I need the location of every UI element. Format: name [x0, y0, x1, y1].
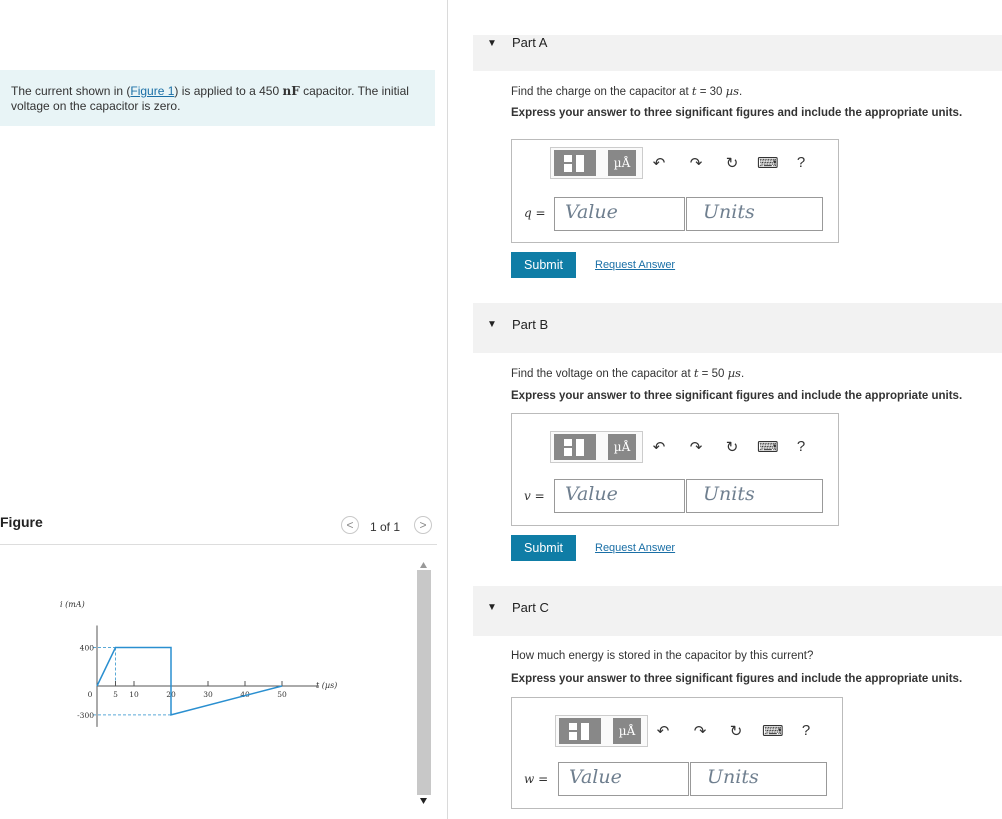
help-icon[interactable]: ? — [796, 154, 806, 171]
part-b-title: Part B — [512, 317, 549, 332]
reset-icon[interactable]: ↻ — [729, 723, 743, 740]
part-a-value-placeholder: Value — [565, 201, 618, 223]
keyboard-icon[interactable]: ⌨ — [757, 155, 779, 172]
part-c-variable-label: w = — [524, 772, 549, 786]
figure-pager: 1 of 1 — [370, 520, 401, 534]
part-b-question-text: Find the voltage on the capacitor at — [511, 368, 694, 380]
part-b-header[interactable] — [473, 303, 1002, 353]
scroll-down-icon — [420, 798, 427, 804]
part-a-answer-box — [511, 139, 839, 243]
part-a-instruction: Express your answer to three significant figures and include the appropriate units. — [511, 107, 963, 119]
caret-down-icon: ▼ — [487, 319, 497, 330]
scroll-up-icon — [420, 562, 427, 568]
x-tick-label: 20 — [166, 690, 176, 699]
part-b-question-end: . — [740, 368, 745, 380]
redo-icon[interactable]: ↷ — [693, 723, 707, 740]
problem-text-line2: voltage on the capacitor is zero. — [11, 98, 181, 113]
x-tick-label: 40 — [240, 690, 250, 699]
problem-text-middle: ) is applied to a 450 — [174, 84, 283, 98]
scroll-thumb — [417, 570, 431, 795]
part-a-question-text: Find the charge on the capacitor at — [511, 86, 692, 98]
fraction-template-button[interactable] — [559, 718, 601, 744]
part-b-question-value: = 50 — [698, 368, 728, 380]
part-b-instruction: Express your answer to three significant figures and include the appropriate units. — [511, 390, 963, 402]
part-b-answer-box — [511, 413, 839, 526]
part-a-units-placeholder: Units — [703, 201, 755, 223]
figure-divider — [0, 544, 437, 545]
x-tick-label: 5 — [113, 690, 118, 699]
part-a-template-toolbar — [550, 147, 643, 179]
fraction-template-button[interactable] — [554, 150, 596, 176]
part-c-template-toolbar — [555, 715, 648, 747]
x-tick-label: 0 — [87, 690, 93, 699]
part-c-units-placeholder: Units — [707, 766, 759, 788]
undo-icon[interactable]: ↶ — [656, 723, 670, 740]
y-tick-label: 400 — [79, 643, 94, 653]
part-a-submit-button[interactable]: Submit — [511, 252, 576, 278]
part-b-question — [511, 366, 744, 380]
part-a-question — [511, 84, 742, 98]
figure-scrollbar[interactable] — [416, 560, 431, 805]
part-a-title: Part A — [512, 35, 548, 50]
help-icon[interactable]: ? — [796, 438, 806, 455]
part-c-units-input[interactable] — [690, 762, 827, 796]
units-template-button[interactable]: µÅ — [613, 718, 641, 744]
part-b-template-toolbar — [550, 431, 643, 463]
part-b-request-answer-link[interactable]: Request Answer — [595, 542, 676, 554]
part-b-variable-label: v = — [524, 489, 545, 503]
undo-icon[interactable]: ↶ — [652, 439, 666, 456]
part-c-question: How much energy is stored in the capacitor by this current? — [511, 650, 814, 662]
part-a-header[interactable] — [473, 35, 1002, 71]
part-a-value-input[interactable] — [554, 197, 685, 231]
column-divider — [447, 0, 448, 819]
part-b-units-input[interactable] — [686, 479, 823, 513]
caret-down-icon: ▼ — [487, 602, 497, 613]
part-a-variable-label: q = — [524, 206, 546, 220]
part-a-question-var: t — [691, 84, 697, 98]
part-c-value-input[interactable] — [558, 762, 689, 796]
part-b-value-placeholder: Value — [565, 483, 618, 505]
part-b-value-input[interactable] — [554, 479, 685, 513]
reset-icon[interactable]: ↻ — [725, 439, 739, 456]
y-axis-label: i (mA) — [60, 600, 85, 609]
units-template-button[interactable]: µÅ — [608, 434, 636, 460]
x-tick-label: 30 — [203, 690, 213, 699]
problem-statement — [11, 84, 431, 113]
part-a-request-answer-link[interactable]: Request Answer — [595, 259, 676, 271]
part-c-value-placeholder: Value — [569, 766, 622, 788]
part-b-question-var: t — [693, 366, 699, 380]
part-a-question-end: . — [739, 86, 743, 98]
part-c-title: Part C — [512, 600, 549, 615]
next-figure-button[interactable]: > — [414, 516, 432, 534]
units-template-button[interactable]: µÅ — [608, 150, 636, 176]
problem-text-suffix: capacitor. The initial — [299, 84, 409, 98]
keyboard-icon[interactable]: ⌨ — [757, 439, 779, 456]
redo-icon[interactable]: ↷ — [689, 155, 703, 172]
part-b-question-unit: µs — [727, 366, 741, 380]
capacitance-unit: nF — [282, 84, 300, 98]
part-a-units-input[interactable] — [686, 197, 823, 231]
prev-figure-button[interactable]: < — [341, 516, 359, 534]
problem-text-prefix: The current shown in ( — [11, 84, 131, 98]
figure-link[interactable]: Figure 1 — [130, 84, 175, 98]
x-tick-label: 10 — [129, 690, 139, 699]
fraction-template-button[interactable] — [554, 434, 596, 460]
undo-icon[interactable]: ↶ — [652, 155, 666, 172]
redo-icon[interactable]: ↷ — [689, 439, 703, 456]
part-a-question-unit: µs — [725, 84, 740, 98]
x-tick-label: 50 — [277, 690, 287, 699]
part-b-units-placeholder: Units — [703, 483, 755, 505]
part-c-header[interactable] — [473, 586, 1002, 636]
part-a-question-value: = 30 — [696, 86, 726, 98]
x-axis-label: t (µs) — [316, 681, 338, 690]
current-waveform-line — [97, 648, 282, 715]
keyboard-icon[interactable]: ⌨ — [762, 723, 784, 740]
figure-title: Figure — [0, 514, 43, 530]
y-tick-label: -300 — [77, 710, 94, 720]
part-c-answer-box — [511, 697, 843, 809]
part-c-instruction: Express your answer to three significant figures and include the appropriate units. — [511, 673, 963, 685]
current-waveform-chart — [40, 590, 370, 740]
part-b-submit-button[interactable]: Submit — [511, 535, 576, 561]
caret-down-icon: ▼ — [487, 38, 497, 49]
reset-icon[interactable]: ↻ — [725, 155, 739, 172]
help-icon[interactable]: ? — [801, 722, 811, 739]
